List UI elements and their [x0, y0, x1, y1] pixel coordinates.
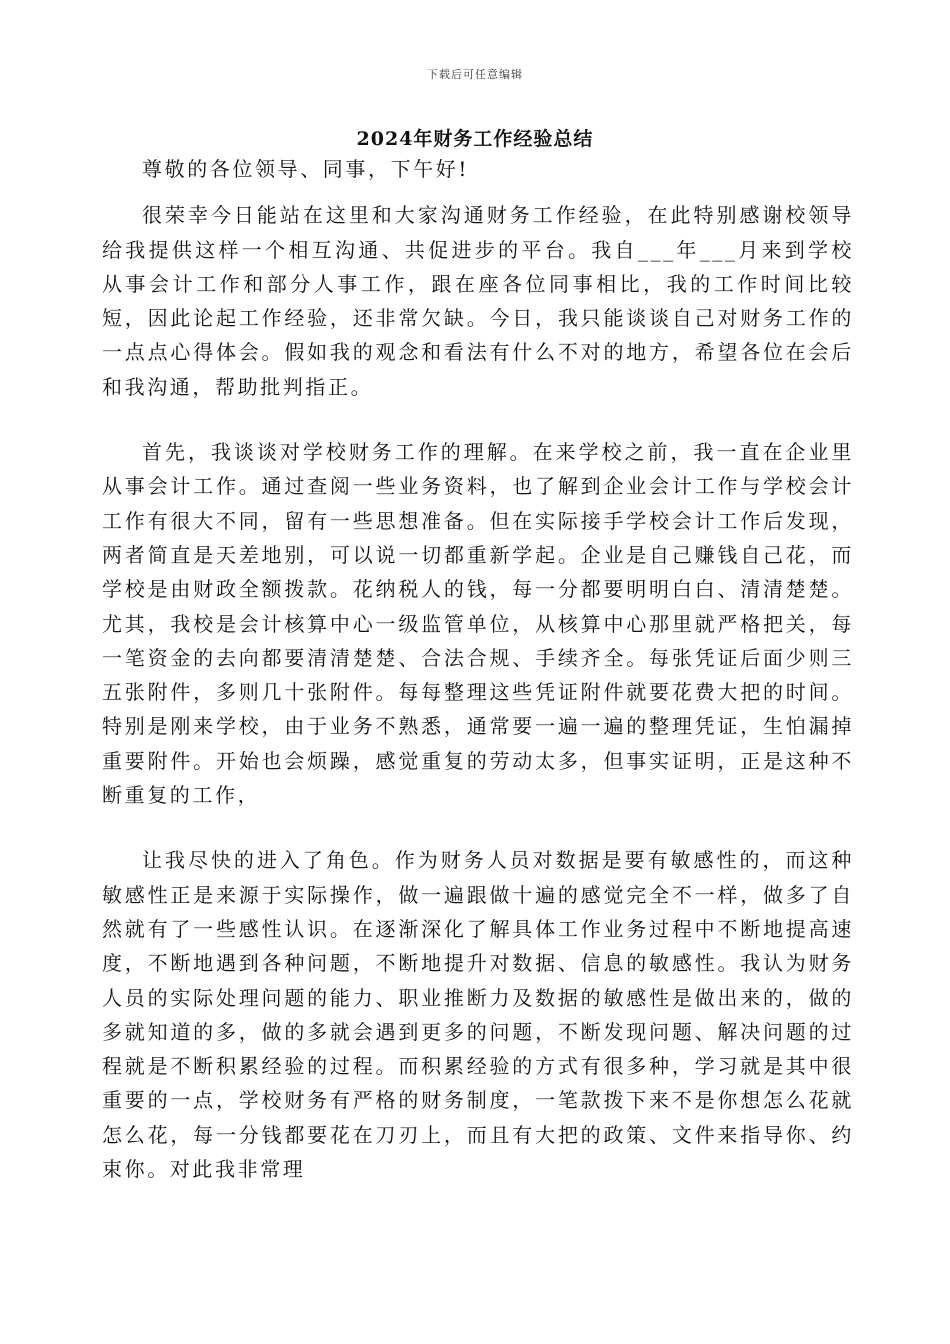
document-title: 2024年财务工作经验总结 — [356, 128, 594, 150]
body-paragraph-3: 让我尽快的进入了角色。作为财务人员对数据是要有敏感性的，而这种敏感性正是来源于实际操作，做一遍跟做十遍的感觉完全不一样，做多了自然就有了一些感性认识。在逐渐深化了解具体工作业务过程中不断地提高速度，不断地遇到各种问题，不断地提升对数据、信息的敏感性。我认为财务人员的实际处理问题的能力、职业推断力及数据的敏感性是做出来的，做的多就知道的多，做的多就会遇到更多的问题，不断发现问题、解决问题的过程就是不断积累经验的过程。而积累经验的方式有很多种，学习就是其中很重要的一点，学校财务有严格的财务制度，一笔款拨下来不是你想怎么花就怎么花，每一分钱都要花在刀刃上，而且有大把的政策、文件来指导你、约束你。对此我非常理 — [102, 848, 854, 1182]
body-paragraph-1: 很荣幸今日能站在这里和大家沟通财务工作经验，在此特别感谢校领导给我提供这样一个相互沟通、共促进步的平台。我自___年___月来到学校从事会计工作和部分人事工作，跟在座各位同事相比，我的工作时间比较短，因此论起工作经验，还非常欠缺。今日，我只能谈谈自己对财务工作的一点点心得体会。假如我的观念和看法有什么不对的地方，希望各位在会后和我沟通，帮助批判指正。 — [102, 203, 854, 399]
greeting-paragraph: 尊敬的各位领导、同事，下午好! — [142, 157, 470, 181]
page-header-note: 下载后可任意编辑 — [427, 68, 523, 81]
body-paragraph-2: 首先，我谈谈对学校财务工作的理解。在来学校之前，我一直在企业里从事会计工作。通过查阅一些业务资料，也了解到企业会计工作与学校会计工作有很大不同，留有一些思想准备。但在实际接手学校会计工作后发现，两者简直是天差地别，可以说一切都重新学起。企业是自己赚钱自己花，而学校是由财政全额拨款。花纳税人的钱，每一分都要明明白白、清清楚楚。尤其，我校是会计核算中心一级监管单位，从核算中心那里就严格把关，每一笔资金的去向都要清清楚楚、合法合规、手续齐全。每张凭证后面少则三五张附件，多则几十张附件。每每整理这些凭证附件就要花费大把的时间。特别是刚来学校，由于业务不熟悉，通常要一遍一遍的整理凭证，生怕漏掉重要附件。开始也会烦躁，感觉重复的劳动太多，但事实证明，正是这种不断重复的工作， — [102, 440, 854, 808]
document-body — [102, 152, 854, 1186]
